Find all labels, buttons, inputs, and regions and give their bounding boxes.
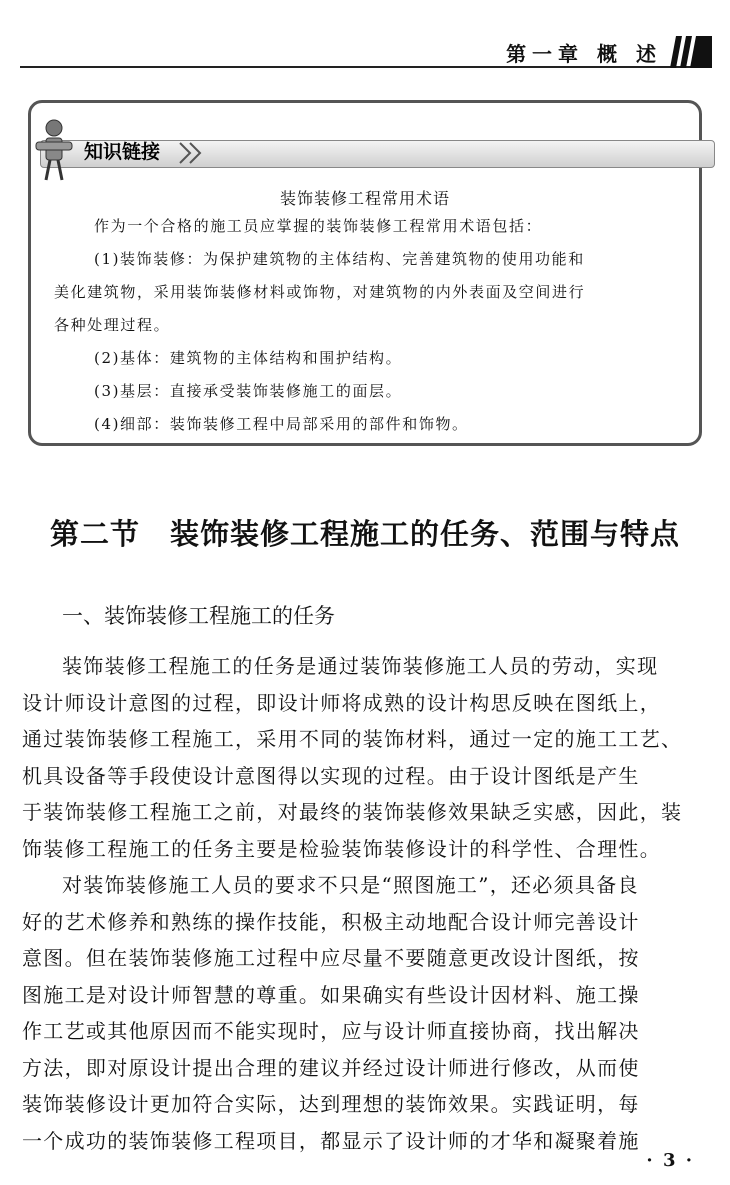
- body-line: 图施工是对设计师智慧的尊重。如果确实有些设计因材料、施工操: [22, 982, 640, 1007]
- box-line: 各种处理过程。: [54, 316, 171, 334]
- box-heading: 装饰装修工程常用术语: [279, 189, 450, 208]
- body-line: 意图。但在装饰装修施工过程中应尽量不要随意更改设计图纸，按: [22, 946, 640, 970]
- box-line: (3)基层：直接承受装饰装修施工的面层。: [94, 382, 403, 400]
- body-line: 设计师设计意图的过程，即设计师将成熟的设计构思反映在图纸上，: [22, 690, 661, 715]
- box-line: 美化建筑物，采用装饰装修材料或饰物，对建筑物的内外表面及空间进行: [54, 283, 586, 301]
- chapter-stripes-icon: [670, 36, 712, 68]
- section-title: 第二节 装饰装修工程施工的任务、范围与特点: [49, 517, 680, 551]
- body-line: 作工艺或其他原因而不能实现时，应与设计师直接协商，找出解决: [22, 1019, 640, 1043]
- box-line: (1)装饰装修：为保护建筑物的主体结构、完善建筑物的使用功能和: [94, 250, 585, 268]
- double-chevron-icon: [178, 140, 212, 166]
- body-line: 装饰装修设计更加符合实际，达到理想的装饰效果。实践证明，每: [22, 1092, 640, 1116]
- box-line: (4)细部：装饰装修工程中局部采用的部件和饰物。: [94, 415, 469, 433]
- page-number: · 3 ·: [646, 1150, 694, 1171]
- box-text: [54, 210, 694, 441]
- body-line: 装饰装修工程施工的任务是通过装饰装修施工人员的劳动，实现: [62, 654, 659, 678]
- body-line: 好的艺术修养和熟练的操作技能，积极主动地配合设计师完善设计: [22, 909, 640, 934]
- box-line: 作为一个合格的施工员应掌握的装饰装修工程常用术语包括：: [94, 217, 543, 235]
- body-line: 一个成功的装饰装修工程项目，都显示了设计师的才华和凝聚着施: [22, 1128, 640, 1153]
- subsection-title: 一、装饰装修工程施工的任务: [62, 604, 335, 628]
- mascot-figure-icon: [32, 118, 84, 184]
- body-line: 于装饰装修工程施工之前，对最终的装饰装修效果缺乏实感，因此，装: [22, 800, 683, 824]
- page-header: [20, 0, 712, 70]
- knowledge-link-label: 知识链接: [84, 141, 161, 163]
- body-line: 饰装修工程施工的任务主要是检验装饰装修设计的科学性、合理性。: [22, 836, 661, 861]
- box-line: (2)基体：建筑物的主体结构和围护结构。: [94, 349, 403, 367]
- chapter-title: 第一章 概 述: [506, 42, 662, 66]
- body-text: [22, 648, 718, 1159]
- body-line: 通过装饰装修工程施工，采用不同的装饰材料，通过一定的施工工艺、: [22, 727, 683, 751]
- body-line: 对装饰装修施工人员的要求不只是“照图施工”，还必须具备良: [62, 873, 639, 897]
- body-line: 方法，即对原设计提出合理的建议并经过设计师进行修改，从而使: [22, 1055, 640, 1080]
- header-rule: [20, 66, 712, 68]
- body-line: 机具设备等手段使设计意图得以实现的过程。由于设计图纸是产生: [22, 763, 640, 788]
